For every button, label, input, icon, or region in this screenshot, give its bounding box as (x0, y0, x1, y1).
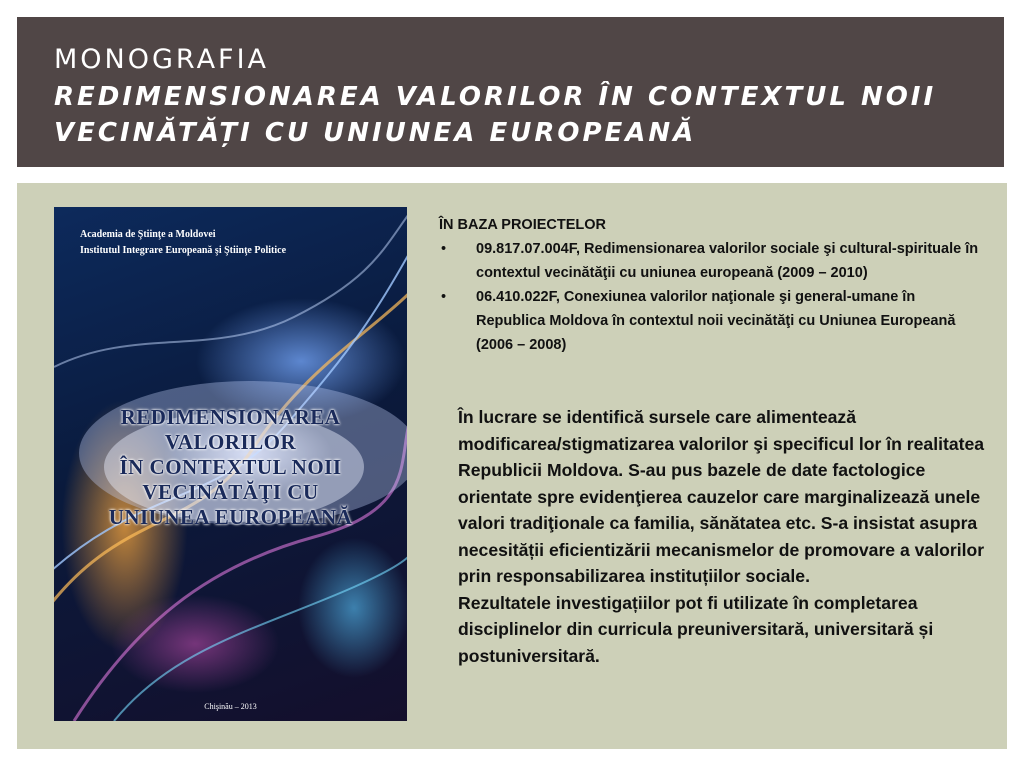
project-text: 09.817.07.004F, Redimensionarea valorilor sociale şi cultural-spirituale în contextul vecinătăţii cu uniunea europeană (2009 – 2010) (476, 241, 979, 281)
cover-footer: Chişinău – 2013 (204, 702, 257, 711)
bullet-icon: • (441, 241, 447, 257)
projects-heading: ÎN BAZA PROIECTELOR (439, 217, 607, 233)
slide-header (17, 17, 1004, 167)
cover-title-line: VALORILOR (164, 430, 297, 454)
summary-text (458, 404, 998, 669)
cover-title (54, 405, 407, 530)
book-cover-image (54, 207, 407, 721)
cover-title-line: ÎN CONTEXTUL NOII (119, 455, 342, 479)
bullet-icon: • (441, 289, 447, 305)
content-panel (17, 183, 1007, 749)
summary-paragraph: Rezultatele investigațiilor pot fi utilizate în completarea disciplinelor din curricula preuniversitară, universitară și postuniversitară. (458, 592, 934, 666)
projects-list (439, 237, 999, 357)
cover-title-line: VECINĂTĂŢI CU (142, 480, 319, 504)
cover-institution (80, 227, 286, 259)
slide-kicker: MONOGRAFIA (54, 44, 270, 75)
list-item (439, 285, 986, 357)
list-item (439, 237, 986, 285)
cover-title-line: REDIMENSIONAREA (120, 405, 341, 429)
cover-institution-line: Academia de Ştiinţe a Moldovei (80, 229, 216, 240)
summary-paragraph: În lucrare se identifică sursele care alimentează modificarea/stigmatizarea valorilor şi specificul lor în realitatea Republicii Moldova. S-au pus bazele de date factologice orientate spre evidenţierea cauzelor care marginalizează unele valori tradiţionale ca familia, sănătatea etc. S-a insistat asupra necesității eficientizării mecanismelor de promovare a valorilor prin responsabilizarea instituțiilor sociale. (458, 407, 985, 586)
cover-title-line: UNIUNEA EUROPEANĂ (108, 505, 353, 529)
cover-institution-line: Institutul Integrare Europeană şi Ştiinţe Politice (80, 245, 287, 256)
project-text: 06.410.022F, Conexiunea valorilor naţionale şi general-umane în Republica Moldova în contextul noii vecinătăţi cu Uniunea Europeană (2006 – 2008) (476, 289, 956, 353)
projects-section (439, 213, 999, 357)
slide-title: REDIMENSIONAREA VALORILOR ÎN CONTEXTUL NOII VECINĂTĂȚI CU UNIUNEA EUROPEANĂ (54, 82, 937, 148)
